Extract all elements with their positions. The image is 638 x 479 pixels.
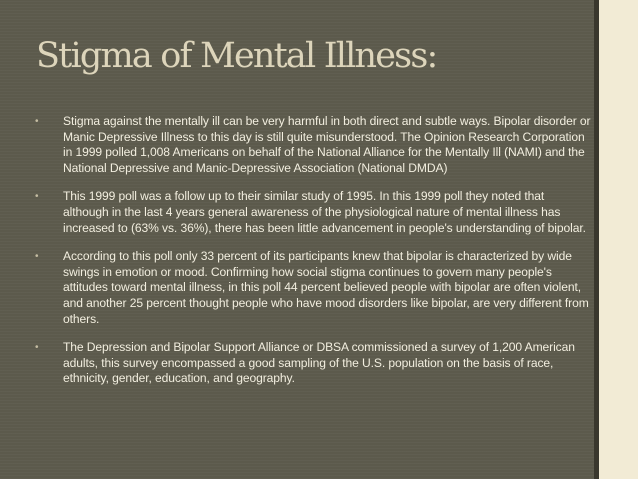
bullet-dot-icon: • [35,342,39,354]
bullet-text: Stigma against the mentally ill can be very harmful in both direct and subtle ways. Bipolar disorder or Manic Depressive Illness to this day is still quite misunderstood. The Opinion Research Corporation in 1999 polled 1,008 Americans on behalf of the National Alliance for the Mentally Ill (NAMI) and the National Depressive and Manic-Depressive Association (National DMDA) [63,114,591,175]
bullet-item [35,340,591,387]
slide-title: Stigma of Mental Illness: [36,36,437,76]
bullet-item [35,114,591,176]
bullet-text: This 1999 poll was a follow up to their similar study of 1995. In this 1999 poll they noted that although in the last 4 years general awareness of the physiological nature of mental illness has increased to (63% vs. 36%), there has been little advancement in people's understanding of bipolar. [63,189,586,235]
side-strip [599,0,638,479]
bullet-text: According to this poll only 33 percent of its participants knew that bipolar is characterized by wide swings in emotion or mood. Confirming how social stigma continues to govern many people's attitudes toward mental illness, in this poll 44 percent believed people with bipolar are often violent, and another 25 percent thought people who have mood disorders like bipolar, are very different from others. [63,249,589,326]
bullet-dot-icon: • [35,116,39,127]
bullet-list [35,114,591,400]
bullet-text: The Depression and Bipolar Support Alliance or DBSA commissioned a survey of 1,200 American adults, this survey encompassed a good sampling of the U.S. population on the basis of race, ethnicity, gender, education, and geography. [63,340,575,386]
bullet-item [35,189,591,236]
bullet-dot-icon: • [35,251,39,263]
bullet-dot-icon: • [35,191,39,203]
bullet-item [35,249,591,327]
